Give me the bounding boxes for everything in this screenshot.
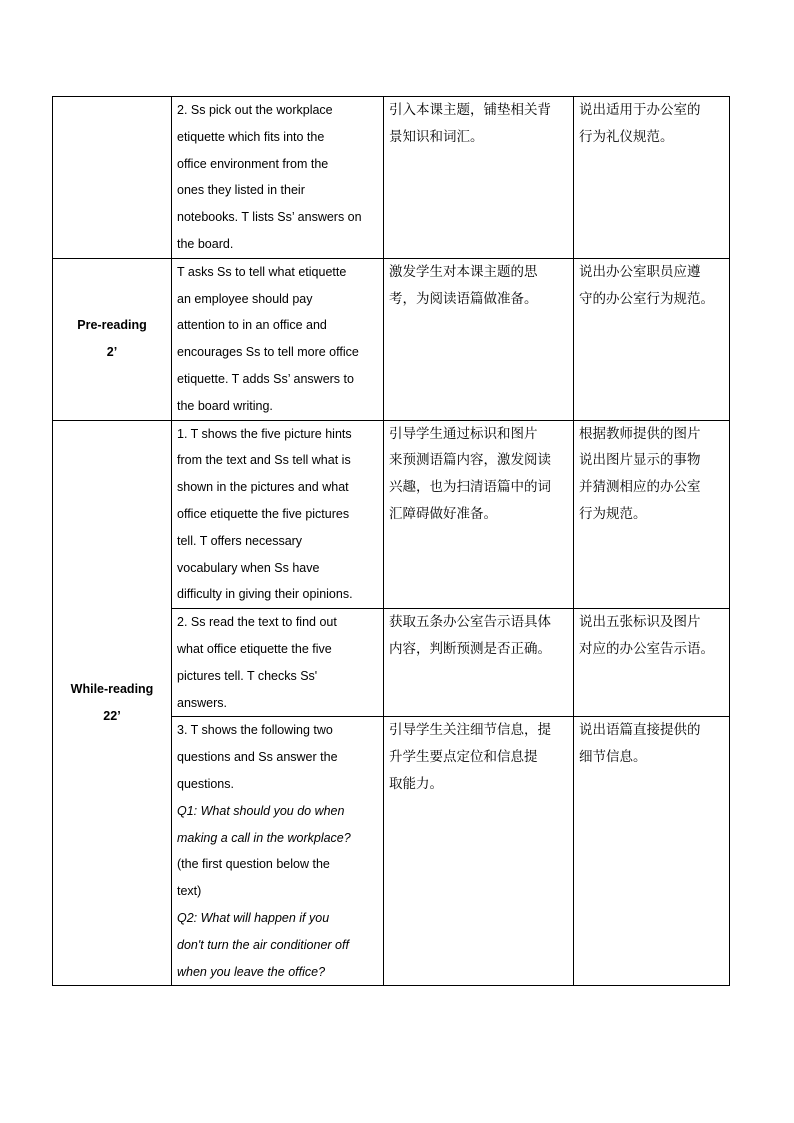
activity-cell [172, 609, 384, 717]
activity-line: difficulty in giving their opinions. [177, 587, 353, 602]
activity-line: 3. T shows the following two [177, 723, 333, 738]
activity-line: etiquette. T adds Ss’ answers to [177, 371, 354, 386]
outcome-line: 说出图片显示的事物 [579, 452, 701, 469]
outcome-cell [574, 97, 730, 259]
stage-time: 22’ [103, 708, 121, 723]
stage-cell [53, 420, 172, 986]
outcome-line: 说出办公室职员应遵 [579, 263, 701, 280]
activity-line: questions and Ss answer the [177, 750, 338, 765]
activity-line: notebooks. T lists Ss’ answers on [177, 210, 362, 225]
outcome-cell [574, 258, 730, 420]
outcome-line: 根据教师提供的图片 [579, 425, 701, 442]
activity-line: encourages Ss to tell more office [177, 345, 359, 360]
purpose-cell [384, 717, 574, 986]
activity-line: answers. [177, 695, 228, 710]
activity-cell [172, 420, 384, 609]
purpose-cell [384, 258, 574, 420]
purpose-cell [384, 97, 574, 259]
activity-line: office etiquette the five pictures [177, 506, 350, 521]
stage-cell-empty [53, 97, 172, 259]
purpose-line: 考，为阅读语篇做准备。 [389, 290, 538, 307]
outcome-line: 说出适用于办公室的 [579, 102, 701, 118]
activity-line: office environment from the [177, 156, 329, 171]
activity-line: T asks Ss to tell what etiquette [177, 264, 347, 279]
outcome-line: 行为礼仪规范。 [579, 128, 674, 145]
activity-line: pictures tell. T checks Ss' [177, 668, 318, 683]
purpose-line: 取能力。 [389, 775, 443, 792]
activity-line: 1. T shows the five picture hints [177, 426, 352, 441]
question-line: making a call in the workplace? [177, 830, 351, 845]
purpose-cell [384, 609, 574, 717]
stage-time: 2’ [106, 345, 118, 360]
question-line: don't turn the air conditioner off [177, 937, 349, 952]
purpose-line: 兴趣，也为扫清语篇中的词 [389, 479, 551, 496]
outcome-line: 细节信息。 [579, 749, 647, 766]
question-line: when you leave the office? [177, 964, 326, 979]
purpose-line: 汇障碍做好准备。 [389, 505, 497, 522]
activity-line: questions. [177, 776, 234, 791]
stage-name: Pre-reading [77, 318, 147, 333]
purpose-line: 获取五条办公室告示语具体 [389, 614, 551, 631]
activity-line: etiquette which fits into the [177, 129, 325, 144]
question-line: Q2: What will happen if you [177, 910, 330, 925]
activity-line: ones they listed in their [177, 183, 305, 198]
purpose-line: 引导学生关注细节信息，提 [389, 722, 551, 739]
purpose-line: 升学生要点定位和信息提 [389, 749, 538, 766]
lesson-plan-table [52, 96, 730, 986]
activity-line: 2. Ss pick out the workplace [177, 103, 333, 117]
purpose-line: 景知识和词汇。 [389, 128, 484, 145]
activity-line: the board. [177, 236, 234, 251]
outcome-line: 守的办公室行为规范。 [579, 290, 714, 307]
purpose-line: 内容，判断预测是否正确。 [389, 640, 551, 657]
outcome-line: 说出五张标识及图片 [579, 614, 701, 631]
activity-line: the board writing. [177, 398, 273, 413]
activity-cell [172, 717, 384, 986]
outcome-cell [574, 420, 730, 609]
activity-line: shown in the pictures and what [177, 480, 349, 495]
outcome-line: 对应的办公室告示语。 [579, 640, 714, 657]
table-row [53, 420, 730, 609]
table-row [53, 97, 730, 259]
activity-line: vocabulary when Ss have [177, 560, 320, 575]
activity-cell [172, 97, 384, 259]
stage-cell [53, 258, 172, 420]
outcome-line: 说出语篇直接提供的 [579, 722, 701, 739]
outcome-cell [574, 609, 730, 717]
outcome-cell [574, 717, 730, 986]
purpose-line: 引导学生通过标识和图片 [389, 425, 538, 442]
activity-line: from the text and Ss tell what is [177, 453, 351, 468]
purpose-cell [384, 420, 574, 609]
stage-name: While-reading [70, 682, 154, 697]
activity-cell [172, 258, 384, 420]
outcome-line: 行为规范。 [579, 505, 647, 522]
activity-line: what office etiquette the five [177, 641, 332, 656]
purpose-line: 来预测语篇内容，激发阅读 [389, 452, 551, 469]
activity-line: an employee should pay [177, 291, 313, 306]
outcome-line: 并猜测相应的办公室 [579, 479, 701, 496]
activity-line: attention to in an office and [177, 318, 327, 333]
activity-line: tell. T offers necessary [177, 533, 303, 548]
activity-line: 2. Ss read the text to find out [177, 615, 337, 630]
question-line: Q1: What should you do when [177, 803, 345, 818]
purpose-line: 引入本课主题，铺垫相关背 [389, 102, 551, 118]
activity-line: (the first question below the [177, 857, 330, 872]
activity-line: text) [177, 884, 202, 899]
table-row [53, 258, 730, 420]
purpose-line: 激发学生对本课主题的思 [389, 263, 538, 280]
